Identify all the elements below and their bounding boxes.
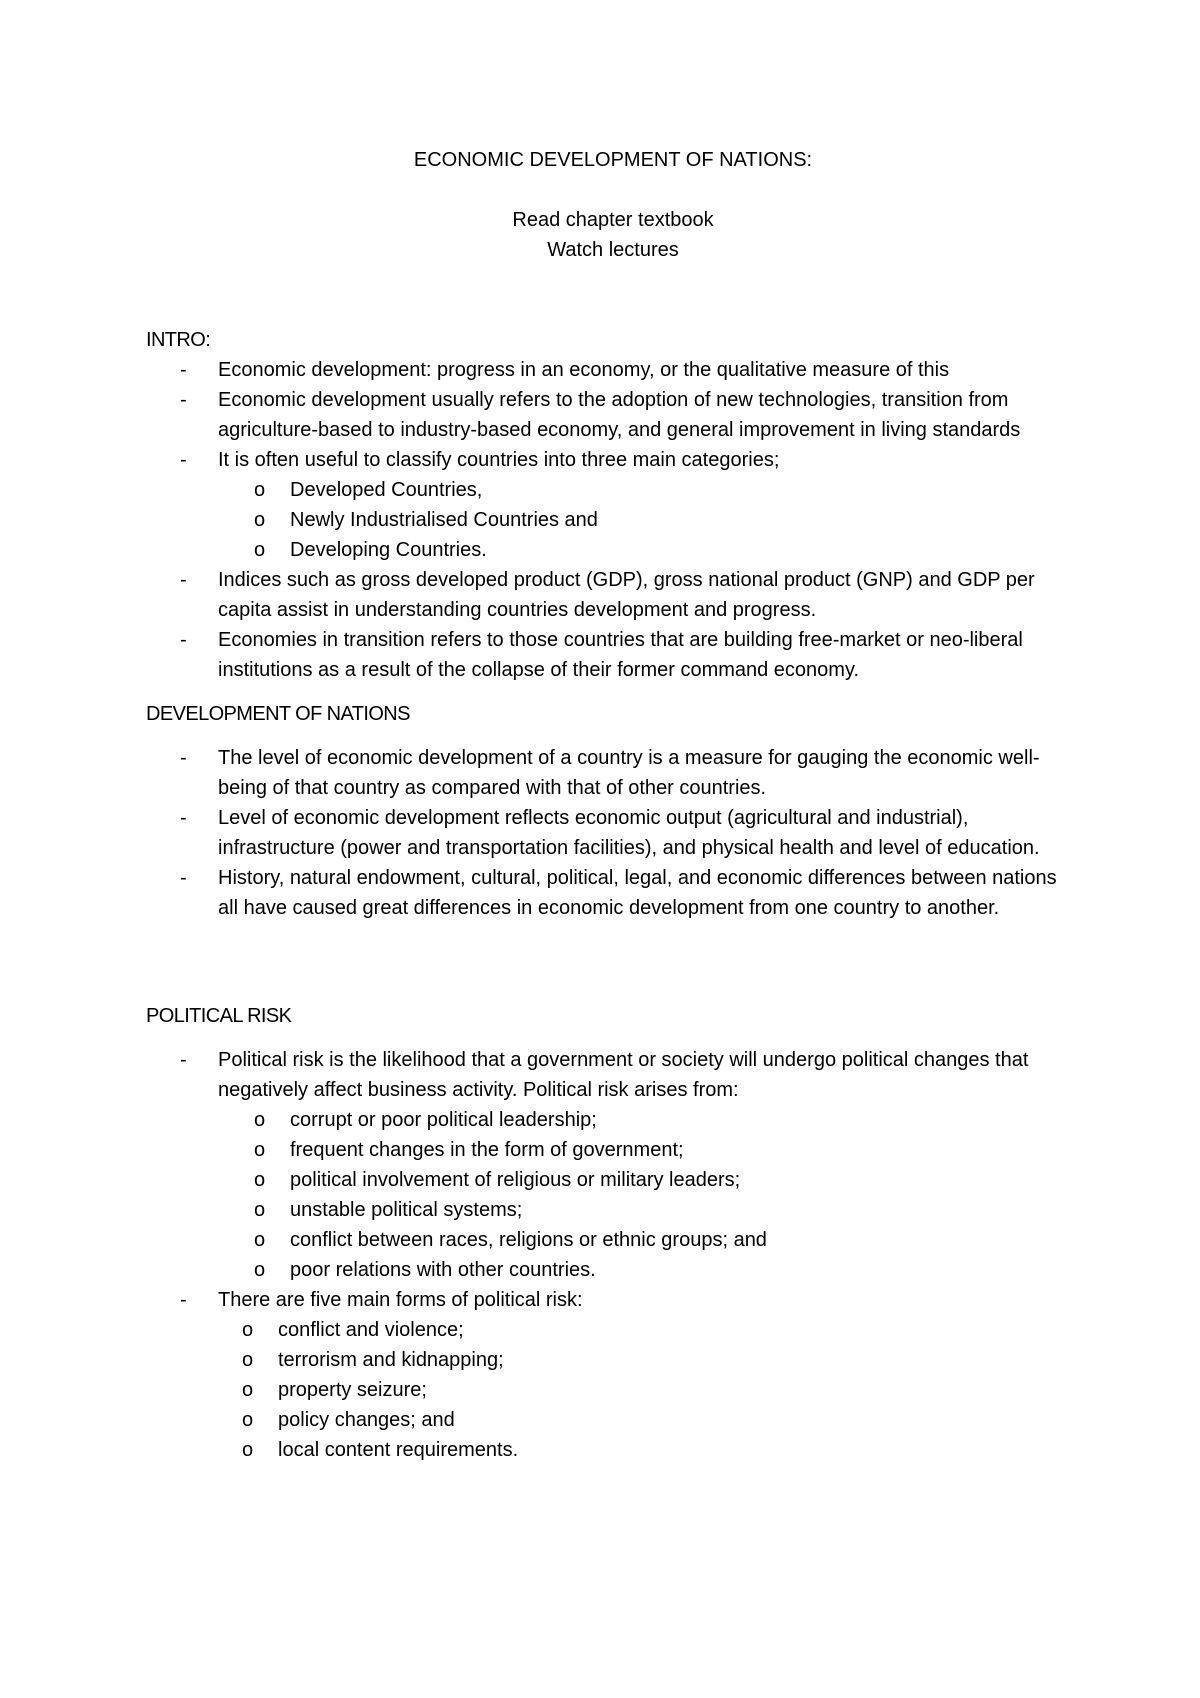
sub-list-item [254, 1255, 1080, 1285]
dash-bullet: - [180, 1049, 187, 1071]
document-title: ECONOMIC DEVELOPMENT OF NATIONS: [413, 149, 813, 171]
list-item [180, 445, 1080, 565]
list-item-text: Economic development: progress in an economy, or the qualitative measure of this [218, 359, 950, 381]
circle-bullet: o [254, 509, 266, 531]
list-item [180, 625, 1080, 685]
dash-bullet: - [180, 747, 187, 769]
list-item-text: Economic development usually refers to the adoption of new technologies, transition from agriculture-based to industry-based economy, and general improvement in living standards [218, 389, 1021, 441]
list-item [180, 1045, 1080, 1285]
list-item-text: Indices such as gross developed product (GDP), gross national product (GNP) and GDP per capita assist in understanding countries development and progress. [218, 569, 1035, 621]
risk-forms-list [218, 1315, 1080, 1465]
development-heading: DEVELOPMENT OF NATIONS [146, 703, 410, 725]
circle-bullet: o [254, 1109, 266, 1131]
sub-list-item [254, 1165, 1080, 1195]
dash-bullet: - [180, 569, 187, 591]
sub-list-item [254, 1105, 1080, 1135]
list-item [180, 743, 1080, 803]
sub-list-item-text: property seizure; [278, 1379, 427, 1401]
sub-list-item-text: policy changes; and [278, 1409, 455, 1431]
circle-bullet: o [254, 1259, 266, 1281]
circle-bullet: o [242, 1409, 254, 1431]
circle-bullet: o [254, 1169, 266, 1191]
list-item-text: It is often useful to classify countries into three main categories; [218, 449, 780, 471]
dash-bullet: - [180, 389, 187, 411]
circle-bullet: o [242, 1349, 254, 1371]
dash-bullet: - [180, 1289, 187, 1311]
spacer [146, 175, 1080, 205]
list-item [180, 803, 1080, 863]
list-item [180, 1285, 1080, 1465]
sub-list-item [242, 1345, 1080, 1375]
spacer [146, 1031, 1080, 1045]
dash-bullet: - [180, 449, 187, 471]
sub-list-item [254, 475, 1080, 505]
sub-list-item-text: poor relations with other countries. [290, 1259, 596, 1281]
sub-list-item [254, 535, 1080, 565]
subtitle-read-textbook: Read chapter textbook [512, 209, 714, 231]
circle-bullet: o [254, 1139, 266, 1161]
sub-list-item-text: local content requirements. [278, 1439, 519, 1461]
political-risk-heading: POLITICAL RISK [146, 1005, 292, 1027]
intro-heading: INTRO: [146, 329, 211, 351]
circle-bullet: o [254, 1229, 266, 1251]
circle-bullet: o [242, 1319, 254, 1341]
sub-list-item-text: conflict between races, religions or ethnic groups; and [290, 1229, 767, 1251]
list-item [180, 385, 1080, 445]
risk-sources-list [218, 1105, 1080, 1285]
list-item-text: Economies in transition refers to those countries that are building free-market or neo-liberal institutions as a result of the collapse of their former command economy. [218, 629, 1023, 681]
list-item-text: There are five main forms of political risk: [218, 1289, 583, 1311]
circle-bullet: o [242, 1379, 254, 1401]
sub-list-item-text: terrorism and kidnapping; [278, 1349, 504, 1371]
list-item-text: Political risk is the likelihood that a government or society will undergo political changes that negatively affect business activity. Political risk arises from: [218, 1049, 1029, 1101]
sub-list-item [254, 1195, 1080, 1225]
list-item [180, 863, 1080, 923]
sub-list-item-text: political involvement of religious or military leaders; [290, 1169, 741, 1191]
list-item [180, 355, 1080, 385]
sub-list-item-text: conflict and violence; [278, 1319, 464, 1341]
circle-bullet: o [254, 1199, 266, 1221]
spacer [146, 923, 1080, 1001]
sub-list-item-text: unstable political systems; [290, 1199, 523, 1221]
list-item [180, 565, 1080, 625]
spacer [146, 685, 1080, 699]
subtitle-watch-lectures: Watch lectures [547, 239, 679, 261]
list-item-text: The level of economic development of a country is a measure for gauging the economic well-being of that country as compared with that of other countries. [218, 747, 1040, 799]
sub-list-item-text: Developed Countries, [290, 479, 483, 501]
dash-bullet: - [180, 807, 187, 829]
dash-bullet: - [180, 629, 187, 651]
categories-list [218, 475, 1080, 565]
list-item-text: Level of economic development reflects economic output (agricultural and industrial), infrastructure (power and transportation facilities), and physical health and level of education. [218, 807, 1040, 859]
sub-list-item [254, 505, 1080, 535]
sub-list-item [242, 1405, 1080, 1435]
spacer [146, 265, 1080, 325]
political-risk-list [146, 1045, 1080, 1465]
intro-list [146, 355, 1080, 685]
sub-list-item [242, 1315, 1080, 1345]
sub-list-item-text: Newly Industrialised Countries and [290, 509, 598, 531]
sub-list-item-text: frequent changes in the form of government; [290, 1139, 684, 1161]
circle-bullet: o [254, 479, 266, 501]
sub-list-item [254, 1225, 1080, 1255]
sub-list-item-text: Developing Countries. [290, 539, 487, 561]
sub-list-item [254, 1135, 1080, 1165]
sub-list-item [242, 1435, 1080, 1465]
sub-list-item [242, 1375, 1080, 1405]
dash-bullet: - [180, 867, 187, 889]
development-list [146, 743, 1080, 923]
list-item-text: History, natural endowment, cultural, political, legal, and economic differences between nations all have caused great differences in economic development from one country to another. [218, 867, 1057, 919]
circle-bullet: o [242, 1439, 254, 1461]
spacer [146, 729, 1080, 743]
sub-list-item-text: corrupt or poor political leadership; [290, 1109, 597, 1131]
circle-bullet: o [254, 539, 266, 561]
dash-bullet: - [180, 359, 187, 381]
